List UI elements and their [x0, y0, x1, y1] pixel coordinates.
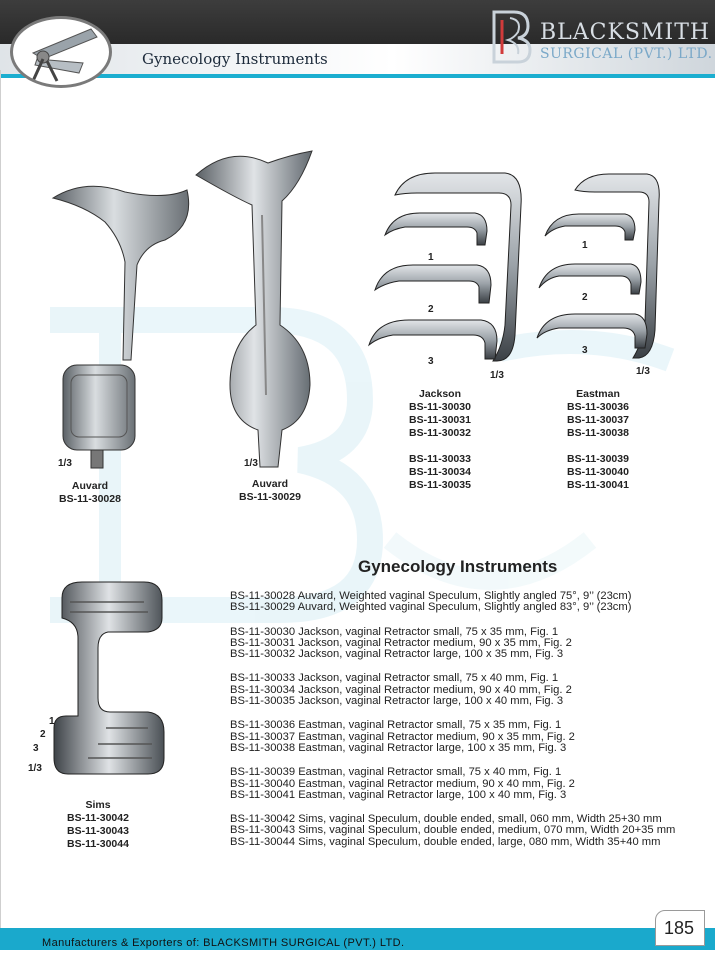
eastman-name: Eastman	[576, 388, 620, 400]
catalog-line: BS-11-30029 Auvard, Weighted vaginal Speculum, Slightly angled 83°, 9’’ (23cm)	[230, 601, 632, 614]
jackson-scale: 1/3	[490, 370, 504, 381]
jackson-code-spacer	[390, 440, 490, 453]
catalog-line: BS-11-30037 Eastman, vaginal Retractor medium, 90 x 35 mm, Fig. 2	[230, 730, 575, 743]
eastman-code: BS-11-30037	[567, 414, 629, 426]
catalog-line: BS-11-30030 Jackson, vaginal Retractor small, 75 x 35 mm, Fig. 1	[230, 625, 559, 638]
catalog-line: BS-11-30038 Eastman, vaginal Retractor large, 100 x 35 mm, Fig. 3	[230, 741, 567, 754]
sims-fig-1-label: 1	[49, 716, 55, 727]
catalog-line: BS-11-30031 Jackson, vaginal Retractor medium, 90 x 35 mm, Fig. 2	[230, 636, 572, 649]
auvard-speculum-1-image	[45, 170, 195, 470]
section-title: Gynecology Instruments	[142, 50, 328, 68]
eastman-scale: 1/3	[636, 366, 650, 377]
catalog-line: BS-11-30044 Sims, vaginal Speculum, double ended, large, 080 mm, Width 35+40 mm	[230, 835, 661, 848]
sims-code: BS-11-30043	[67, 825, 129, 837]
eastman-caption	[548, 388, 648, 492]
sims-caption	[48, 799, 148, 851]
catalog-group-jackson-40	[230, 673, 710, 707]
speculum-logo-icon	[10, 16, 112, 88]
catalog-line: BS-11-30043 Sims, vaginal Speculum, double ended, medium, 070 mm, Width 20+35 mm	[230, 824, 676, 837]
eastman-fig-3-label: 3	[582, 345, 588, 356]
catalog-group-eastman-35	[230, 720, 710, 754]
auvard-2-name: Auvard	[251, 478, 289, 490]
catalog-line: BS-11-30032 Jackson, vaginal Retractor large, 100 x 35 mm, Fig. 3	[230, 648, 564, 661]
catalog-line: BS-11-30041 Eastman, vaginal Retractor large, 100 x 40 mm, Fig. 3	[230, 788, 567, 801]
auvard-1-caption	[40, 480, 140, 506]
catalog-line: BS-11-30028 Auvard, Weighted vaginal Speculum, Slightly angled 75°, 9’’ (23cm)	[230, 590, 632, 602]
auvard-2-scale: 1/3	[244, 458, 258, 469]
catalog-line: BS-11-30033 Jackson, vaginal Retractor small, 75 x 40 mm, Fig. 1	[230, 672, 559, 685]
page-number: 185	[664, 918, 695, 938]
eastman-fig-1-label: 1	[582, 240, 588, 251]
blacksmith-logo-icon	[488, 8, 534, 66]
catalog-line: BS-11-30036 Eastman, vaginal Retractor small, 75 x 35 mm, Fig. 1	[230, 719, 562, 732]
catalog-group-eastman-40	[230, 767, 710, 801]
sims-code: BS-11-30044	[67, 838, 129, 850]
eastman-code: BS-11-30041	[567, 479, 629, 491]
eastman-code: BS-11-30040	[567, 466, 629, 478]
jackson-code: BS-11-30032	[409, 427, 471, 439]
jackson-name: Jackson	[418, 388, 462, 400]
catalog-description	[230, 591, 710, 861]
eastman-retractor-image	[535, 170, 665, 380]
sims-fig-2-label: 2	[40, 729, 46, 740]
catalog-group-jackson-35	[230, 627, 710, 661]
eastman-code: BS-11-30039	[567, 453, 629, 465]
auvard-1-code: BS-11-30028	[59, 493, 121, 505]
jackson-code: BS-11-30030	[409, 401, 471, 413]
catalog-line: BS-11-30039 Eastman, vaginal Retractor small, 75 x 40 mm, Fig. 1	[230, 766, 562, 779]
jackson-code: BS-11-30034	[409, 466, 471, 478]
jackson-fig-2-label: 2	[428, 304, 434, 315]
catalog-heading: Gynecology Instruments	[358, 557, 558, 576]
auvard-speculum-2-image	[190, 145, 330, 475]
sims-fig-3-label: 3	[33, 743, 39, 754]
sims-name: Sims	[85, 799, 111, 811]
eastman-code: BS-11-30036	[567, 401, 629, 413]
jackson-code: BS-11-30031	[409, 414, 471, 426]
auvard-1-scale: 1/3	[58, 458, 72, 469]
auvard-2-code: BS-11-30029	[239, 491, 301, 503]
sims-scale: 1/3	[28, 763, 42, 774]
catalog-group-auvard	[230, 591, 710, 614]
auvard-2-caption	[220, 478, 320, 504]
jackson-fig-1-label: 1	[428, 252, 434, 263]
jackson-fig-3-label: 3	[428, 356, 434, 367]
catalog-line: BS-11-30040 Eastman, vaginal Retractor medium, 90 x 40 mm, Fig. 2	[230, 777, 575, 790]
left-margin-rule	[0, 70, 1, 940]
catalog-group-sims	[230, 814, 710, 848]
eastman-fig-2-label: 2	[582, 292, 588, 303]
jackson-code: BS-11-30035	[409, 479, 471, 491]
jackson-caption	[390, 388, 490, 492]
footer-text: Manufacturers & Exporters of: BLACKSMITH SURGICAL (PVT.) LTD.	[42, 937, 405, 949]
jackson-retractor-image	[365, 165, 525, 385]
sims-speculum-image	[48, 578, 168, 788]
sims-code: BS-11-30042	[67, 812, 129, 824]
jackson-code: BS-11-30033	[409, 453, 471, 465]
catalog-line: BS-11-30042 Sims, vaginal Speculum, double ended, small, 060 mm, Width 25+30 mm	[230, 813, 662, 826]
eastman-code-spacer	[548, 440, 648, 453]
catalog-line: BS-11-30034 Jackson, vaginal Retractor medium, 90 x 40 mm, Fig. 2	[230, 683, 572, 696]
auvard-1-name: Auvard	[71, 480, 109, 492]
brand-name: BLACKSMITH	[540, 20, 711, 45]
eastman-code: BS-11-30038	[567, 427, 629, 439]
brand-subtitle: SURGICAL (PVT.) LTD.	[540, 46, 713, 62]
catalog-line: BS-11-30035 Jackson, vaginal Retractor large, 100 x 40 mm, Fig. 3	[230, 695, 564, 708]
